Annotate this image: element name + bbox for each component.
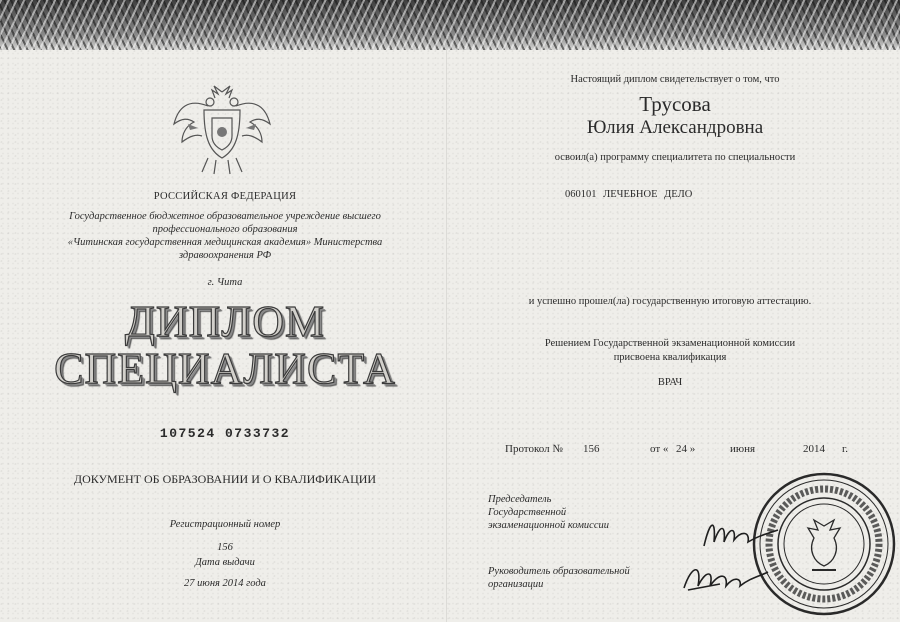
- certifies-text: Настоящий диплом свидетельствует о том, что: [570, 74, 780, 85]
- head-line: Руководитель образовательной: [488, 566, 630, 577]
- institution-line: профессионального образования: [152, 224, 298, 235]
- protocol-year: 2014: [803, 443, 825, 455]
- chair-line: экзаменационной комиссии: [488, 520, 609, 531]
- graduate-given-names: Юлия Александровна: [586, 117, 764, 138]
- document-type: ДОКУМЕНТ ОБ ОБРАЗОВАНИИ И О КВАЛИФИКАЦИИ: [73, 472, 377, 486]
- city: г. Чита: [207, 277, 243, 288]
- graduate-surname: Трусова: [639, 92, 711, 116]
- protocol-year-suffix: г.: [842, 443, 849, 455]
- diploma-title-line2: СПЕЦИАЛИСТА: [54, 344, 396, 393]
- head-signature: [680, 560, 770, 594]
- protocol-month: июня: [730, 443, 756, 455]
- protocol-label: Протокол №: [505, 443, 563, 455]
- decision-line: Решением Государственной экзаменационной комиссии: [544, 338, 796, 349]
- institution-line: здравоохранения РФ: [178, 250, 272, 261]
- program-statement: освоил(а) программу специалитета по специальности: [554, 152, 796, 163]
- commission-decision: [460, 337, 880, 365]
- institution-line: Государственное бюджетное образовательное учреждение высшего: [69, 211, 381, 222]
- chair-line: Председатель: [488, 494, 552, 505]
- institution-line: «Читинская государственная медицинская академия» Министерства: [67, 237, 383, 248]
- chair-signature: [700, 512, 780, 552]
- qualification: ВРАЧ: [657, 377, 683, 388]
- page-fold: [446, 50, 447, 622]
- decision-line: присвоена квалификация: [613, 352, 727, 363]
- decorative-border: [0, 0, 900, 50]
- institution-name: [20, 210, 430, 262]
- country-name: РОССИЙСКАЯ ФЕДЕРАЦИЯ: [153, 191, 297, 202]
- coat-of-arms-eagle-icon: [168, 84, 276, 176]
- diploma-title-line1: ДИПЛОМ: [124, 297, 326, 346]
- attestation-statement: и успешно прошел(ла) государственную итоговую аттестацию.: [528, 296, 812, 307]
- organization-head-label: [488, 565, 630, 591]
- issue-date: 27 июня 2014 года: [184, 578, 266, 589]
- serial-number: 107524 0733732: [159, 426, 291, 441]
- head-line: организации: [488, 579, 544, 590]
- commission-chair-label: [488, 493, 609, 532]
- protocol-number: 156: [583, 443, 600, 455]
- registration-number: 156: [217, 542, 233, 553]
- registration-label: Регистрационный номер: [169, 519, 281, 530]
- issue-date-label: Дата выдачи: [195, 557, 255, 568]
- specialty: 060101 ЛЕЧЕБНОЕ ДЕЛО: [565, 189, 693, 200]
- protocol-day: 24 »: [676, 443, 696, 455]
- protocol-date-prefix: от «: [650, 443, 669, 455]
- chair-line: Государственной: [488, 507, 567, 518]
